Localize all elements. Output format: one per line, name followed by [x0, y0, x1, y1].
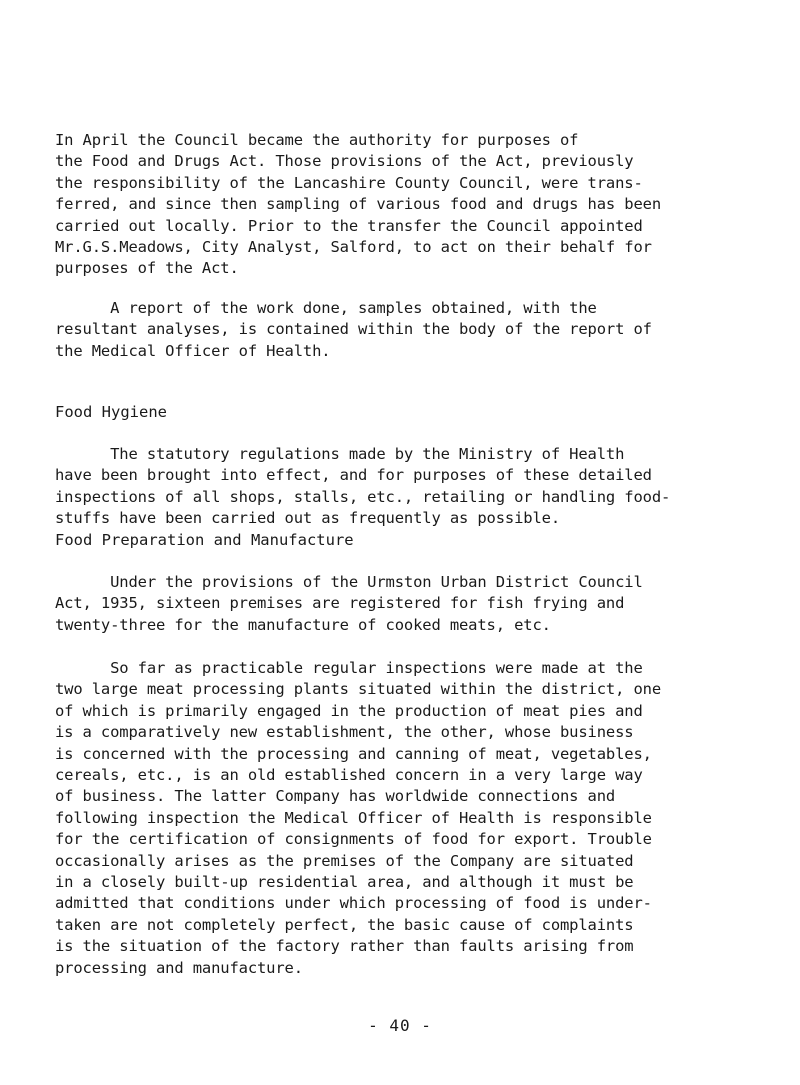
paragraph-statutory-regulations: The statutory regulations made by the Ministry of Health have been brought into effect, and for purposes of these detailed inspections of all shops, stalls, etc., retailing or handling food- stuffs have been carried out as frequently as possible. — [55, 445, 671, 528]
heading-food-preparation: Food Preparation and Manufacture — [55, 531, 354, 549]
paragraph-food-drugs-act: In April the Council became the authority for purposes of the Food and Drugs Act. Those provisions of the Act, previously the responsibility of the Lancashire County Council, were trans- ferred, and since then sampling of various food and drugs has been carried out locally. Prior to the transfer the Council appointed Mr.G.S.Meadows, City Analyst, Salford, to act on their behalf for purposes of the Act. — [55, 131, 661, 278]
paragraph-meat-processing: So far as practicable regular inspections were made at the two large meat processing plants situated within the district, one of which is primarily engaged in the production of meat pies and is a comparatively new establishment, the other, whose business is concerned with the processing and canning of meat, vegetables, cereals, etc., is an old established concern in a very large way of business. The latter Company has worldwide connections and following inspection the Medical Officer of Health is responsible for the certification of consignments of food for export. Trouble occasionally arises as the premises of the Company are situated in a closely built-up residential area, and although it must be admitted that conditions under which processing of food is under- taken are not completely perfect, the basic cause of complaints is the situation of the factory rather than faults arising from processing and manufacture. — [55, 659, 661, 977]
paragraph-report-reference: A report of the work done, samples obtained, with the resultant analyses, is contained within the body of the report of the Medical Officer of Health. — [55, 299, 652, 360]
heading-food-hygiene: Food Hygiene — [55, 403, 167, 421]
page-number: - 40 - — [368, 1016, 432, 1035]
paragraph-urmston-act: Under the provisions of the Urmston Urban District Council Act, 1935, sixteen premises are registered for fish frying and twenty-three for the manufacture of cooked meats, etc. — [55, 573, 643, 634]
